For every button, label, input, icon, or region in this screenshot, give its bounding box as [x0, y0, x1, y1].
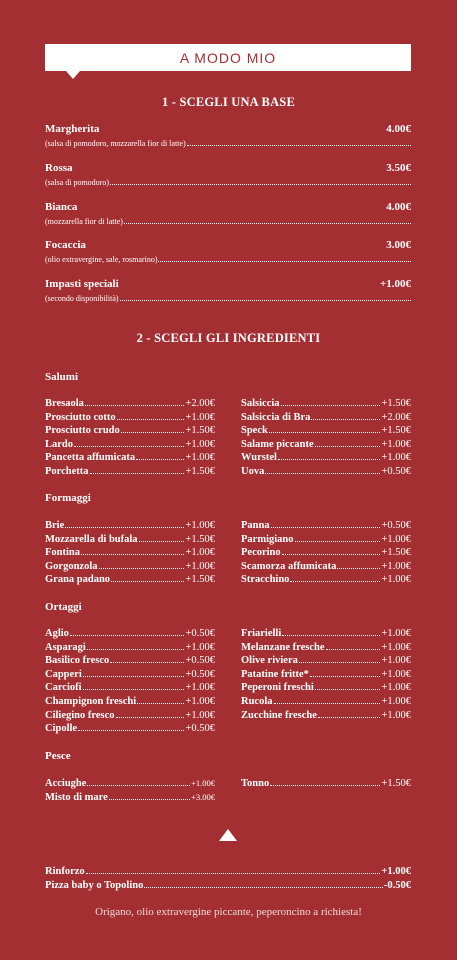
ingredient-item[interactable] [45, 573, 215, 587]
ingredient-name: Salame piccante [241, 438, 314, 450]
ingredient-price: +1.00€ [185, 438, 215, 450]
ingredient-price: +1.00€ [185, 709, 215, 721]
dotted-leader [120, 293, 411, 301]
dotted-leader [90, 465, 185, 474]
ingredient-price: +1.00€ [185, 547, 215, 559]
dotted-leader [158, 254, 411, 262]
dotted-leader [326, 641, 381, 650]
ingredient-item[interactable] [241, 438, 411, 452]
ingredient-item[interactable] [241, 397, 411, 411]
ingredient-price: +3.00€ [191, 791, 215, 802]
ingredient-item[interactable] [45, 533, 215, 547]
ingredient-name: Brie [45, 520, 65, 531]
base-item-margherita[interactable] [45, 123, 411, 148]
ingredients-heading: 2 - SCEGLI GLI INGREDIENTI [136, 331, 321, 345]
ingredient-item[interactable] [45, 668, 215, 682]
ingredient-name: Olive riviera [241, 655, 298, 667]
ingredient-item[interactable] [45, 560, 215, 574]
dotted-leader [337, 560, 380, 569]
dotted-leader [139, 533, 185, 542]
ingredient-name: Aglio [45, 628, 69, 639]
ingredient-name: Friarielli [241, 628, 282, 639]
base-price: 4.00€ [386, 123, 411, 135]
ingredient-item[interactable] [45, 411, 215, 425]
ingredient-price: +1.50€ [381, 778, 411, 789]
ingredient-name: Scamorza affumicata [241, 560, 337, 572]
ingredient-item[interactable] [45, 654, 215, 668]
ingredient-price: +1.00€ [381, 628, 411, 639]
ingredient-price: +0.50€ [185, 723, 215, 735]
pesce-right-column [241, 777, 411, 791]
category-title-pesce: Pesce [45, 750, 71, 762]
salumi-right-column [241, 397, 411, 479]
dotted-leader [310, 668, 381, 677]
ingredient-name: Grana padano [45, 574, 111, 586]
ingredient-name: Rucola [241, 695, 273, 707]
dotted-leader [187, 138, 411, 146]
dotted-leader [318, 709, 381, 718]
ingredient-item[interactable] [241, 424, 411, 438]
ingredient-name: Mozzarella di bufala [45, 533, 138, 545]
base-desc: (olio extravergine, sale, rosmarino) [45, 255, 158, 264]
dotted-leader [81, 546, 184, 555]
extra-item-rinforzo[interactable] [45, 865, 411, 877]
ingredient-name: Melanzane fresche [241, 641, 325, 653]
dotted-leader [282, 627, 380, 636]
extra-item-pizza-baby[interactable] [45, 879, 411, 891]
ingredient-price: +0.50€ [381, 465, 411, 477]
dotted-leader [110, 177, 411, 185]
ingredient-item[interactable] [241, 519, 411, 533]
ingredient-item[interactable] [241, 709, 411, 723]
dotted-leader [110, 654, 184, 663]
ingredient-price: +1.00€ [185, 560, 215, 572]
dotted-leader [121, 424, 185, 433]
ingredient-item[interactable] [45, 681, 215, 695]
dotted-leader [86, 865, 381, 874]
ingredient-item[interactable] [241, 641, 411, 655]
category-title-formaggi: Formaggi [45, 492, 91, 504]
dotted-leader [65, 519, 184, 528]
dotted-leader [74, 438, 184, 447]
ingredient-item[interactable] [241, 695, 411, 709]
ingredient-price: +1.00€ [185, 695, 215, 707]
ingredient-item[interactable] [241, 465, 411, 479]
ingredient-item[interactable] [241, 411, 411, 425]
dotted-leader [87, 777, 190, 786]
menu-title-banner [45, 44, 411, 71]
ingredient-name: Uova [241, 465, 265, 477]
ingredient-price: +1.50€ [381, 398, 411, 409]
dotted-leader [315, 681, 381, 690]
ingredient-name: Cipolle [45, 723, 78, 735]
ingredient-item[interactable] [45, 627, 215, 641]
ingredient-price: +1.50€ [185, 533, 215, 545]
ingredient-price: +1.50€ [381, 547, 411, 559]
ingredient-item[interactable] [241, 654, 411, 668]
ortaggi-right-column [241, 627, 411, 722]
ingredient-item[interactable] [241, 627, 411, 641]
ingredient-price: +1.50€ [185, 425, 215, 437]
ingredient-item[interactable] [45, 424, 215, 438]
ingredient-name: Gorgonzola [45, 560, 98, 572]
ingredient-price: +2.00€ [185, 398, 215, 409]
ingredient-price: +1.00€ [185, 452, 215, 464]
ingredient-name: Tonno [241, 778, 270, 789]
dotted-leader [111, 573, 184, 582]
dotted-leader [265, 465, 380, 474]
base-price: 3.00€ [386, 239, 411, 251]
extra-price: +1.00€ [381, 866, 411, 877]
dotted-leader [270, 777, 380, 786]
ingredient-name: Prosciutto crudo [45, 425, 120, 437]
extra-name: Rinforzo [45, 866, 85, 877]
ingredient-item[interactable] [45, 465, 215, 479]
ingredient-item[interactable] [241, 451, 411, 465]
ingredient-name: Pancetta affumicata [45, 452, 136, 464]
ingredient-name: Speck [241, 425, 268, 437]
ingredient-item[interactable] [45, 777, 215, 791]
dotted-leader [274, 695, 381, 704]
dotted-leader [78, 722, 184, 731]
ingredient-name: Prosciutto cotto [45, 411, 116, 423]
dotted-leader [117, 411, 185, 420]
ingredient-price: +0.50€ [381, 520, 411, 531]
dotted-leader [271, 519, 381, 528]
dotted-leader [83, 681, 185, 690]
ingredient-name: Lardo [45, 438, 74, 450]
ingredient-name: Misto di mare [45, 791, 108, 803]
base-name: Focaccia [45, 239, 86, 251]
ingredient-name: Parmigiano [241, 533, 294, 545]
ortaggi-left-column [45, 627, 215, 736]
ingredient-name: Wurstel [241, 452, 277, 464]
dotted-leader [87, 641, 185, 650]
dotted-leader [124, 216, 411, 224]
dotted-leader [144, 879, 383, 888]
base-item-focaccia[interactable] [45, 239, 411, 264]
ingredient-item[interactable] [241, 533, 411, 547]
ingredient-item[interactable] [45, 451, 215, 465]
ingredient-name: Fontina [45, 547, 81, 559]
ingredient-name: Bresaola [45, 398, 84, 409]
ingredient-item[interactable] [45, 641, 215, 655]
ingredient-item[interactable] [45, 438, 215, 452]
ingredient-item[interactable] [45, 546, 215, 560]
base-desc: (salsa di pomodoro) [45, 178, 109, 187]
base-price: 3.50€ [386, 162, 411, 174]
extra-price: -0.50€ [383, 880, 411, 891]
dotted-leader [83, 668, 185, 677]
base-item-rossa[interactable] [45, 162, 411, 187]
dotted-leader [311, 411, 380, 420]
dotted-leader [136, 451, 184, 460]
ingredient-price: +1.50€ [185, 574, 215, 586]
base-desc: (mozzarella fior di latte) [45, 217, 123, 226]
dotted-leader [290, 573, 380, 582]
ingredient-item[interactable] [45, 709, 215, 723]
base-desc: (salsa di pomodoro, mozzarella fior di latte) [45, 139, 186, 148]
ingredient-name: Panna [241, 520, 270, 531]
base-name: Rossa [45, 162, 73, 174]
ingredient-name: Zucchine fresche [241, 709, 317, 721]
salumi-left-column [45, 397, 215, 479]
dotted-leader [99, 560, 185, 569]
dotted-leader [137, 695, 184, 704]
up-arrow-icon[interactable] [219, 829, 237, 841]
ingredient-price: +1.00€ [381, 668, 411, 680]
ingredient-name: Patatine fritte* [241, 668, 309, 680]
base-name: Margherita [45, 123, 100, 135]
category-title-ortaggi: Ortaggi [45, 601, 82, 613]
dotted-leader [70, 627, 185, 636]
banner-pointer [66, 71, 80, 79]
ingredient-name: Capperi [45, 668, 82, 680]
ingredient-price: +0.50€ [185, 668, 215, 680]
dotted-leader [278, 451, 380, 460]
dotted-leader [295, 533, 381, 542]
ingredient-price: +1.00€ [381, 655, 411, 667]
ingredient-price: +1.00€ [381, 695, 411, 707]
dotted-leader [315, 438, 381, 447]
dotted-leader [282, 546, 381, 555]
extra-name: Pizza baby o Topolino [45, 880, 144, 891]
dotted-leader [109, 791, 190, 800]
formaggi-left-column [45, 519, 215, 587]
pesce-left-column [45, 777, 215, 804]
dotted-leader [85, 397, 185, 406]
ingredient-item[interactable] [45, 397, 215, 411]
ingredient-name: Porchetta [45, 465, 89, 477]
ingredient-price: +1.00€ [381, 533, 411, 545]
ingredient-price: +1.00€ [381, 452, 411, 464]
ingredient-price: +2.00€ [381, 411, 411, 423]
ingredient-price: +1.50€ [381, 425, 411, 437]
ingredient-name: Salsiccia [241, 398, 280, 409]
footer-note: Origano, olio extravergine piccante, peperoncino a richiesta! [95, 906, 362, 918]
dotted-leader [116, 709, 185, 718]
ingredient-name: Carciofi [45, 682, 82, 694]
formaggi-right-column [241, 519, 411, 587]
ingredient-name: Asparagi [45, 641, 86, 653]
ingredient-name: Pecorino [241, 547, 281, 559]
ingredient-name: Salsiccia di Bra [241, 411, 311, 423]
dotted-leader [281, 397, 381, 406]
ingredient-item[interactable] [241, 668, 411, 682]
base-price: +1.00€ [379, 278, 411, 290]
ingredient-item[interactable] [241, 681, 411, 695]
ingredient-price: +1.50€ [185, 465, 215, 477]
ingredient-item[interactable] [45, 519, 215, 533]
bases-heading: 1 - SCEGLI UNA BASE [162, 95, 295, 109]
ingredient-item[interactable] [241, 546, 411, 560]
ingredient-price: +1.00€ [185, 520, 215, 531]
base-desc: (secondo disponibilità) [45, 294, 119, 303]
base-price: 4.00€ [386, 201, 411, 213]
ingredient-item[interactable] [241, 777, 411, 791]
ingredient-name: Ciliegino fresco [45, 709, 115, 721]
ingredient-item[interactable] [45, 791, 215, 805]
ingredient-price: +1.00€ [381, 574, 411, 586]
ingredient-name: Basilico fresco [45, 655, 110, 667]
ingredient-price: +1.00€ [381, 438, 411, 450]
ingredient-price: +1.00€ [191, 778, 215, 788]
ingredient-price: +0.50€ [185, 655, 215, 667]
ingredient-price: +1.00€ [381, 641, 411, 653]
ingredient-item[interactable] [241, 560, 411, 574]
base-name: Bianca [45, 201, 78, 213]
ingredient-price: +1.00€ [381, 709, 411, 721]
ingredient-price: +1.00€ [381, 560, 411, 572]
base-item-bianca[interactable] [45, 201, 411, 226]
ingredient-price: +1.00€ [185, 641, 215, 653]
ingredient-name: Stracchino [241, 574, 290, 586]
menu-title: A MODO MIO [179, 49, 277, 66]
ingredient-item[interactable] [45, 695, 215, 709]
ingredient-item[interactable] [241, 573, 411, 587]
ingredient-price: +0.50€ [185, 628, 215, 639]
ingredient-item[interactable] [45, 722, 215, 736]
dotted-leader [269, 424, 381, 433]
base-item-impasti-speciali[interactable] [45, 278, 411, 303]
dotted-leader [299, 654, 381, 663]
ingredient-price: +1.00€ [381, 682, 411, 694]
base-name: Impasti speciali [45, 278, 119, 290]
ingredient-name: Peperoni freschi [241, 682, 314, 694]
ingredient-name: Champignon freschi [45, 695, 137, 707]
category-title-salumi: Salumi [45, 371, 79, 383]
ingredient-price: +1.00€ [185, 411, 215, 423]
ingredient-name: Acciughe [45, 778, 87, 789]
ingredient-price: +1.00€ [185, 682, 215, 694]
